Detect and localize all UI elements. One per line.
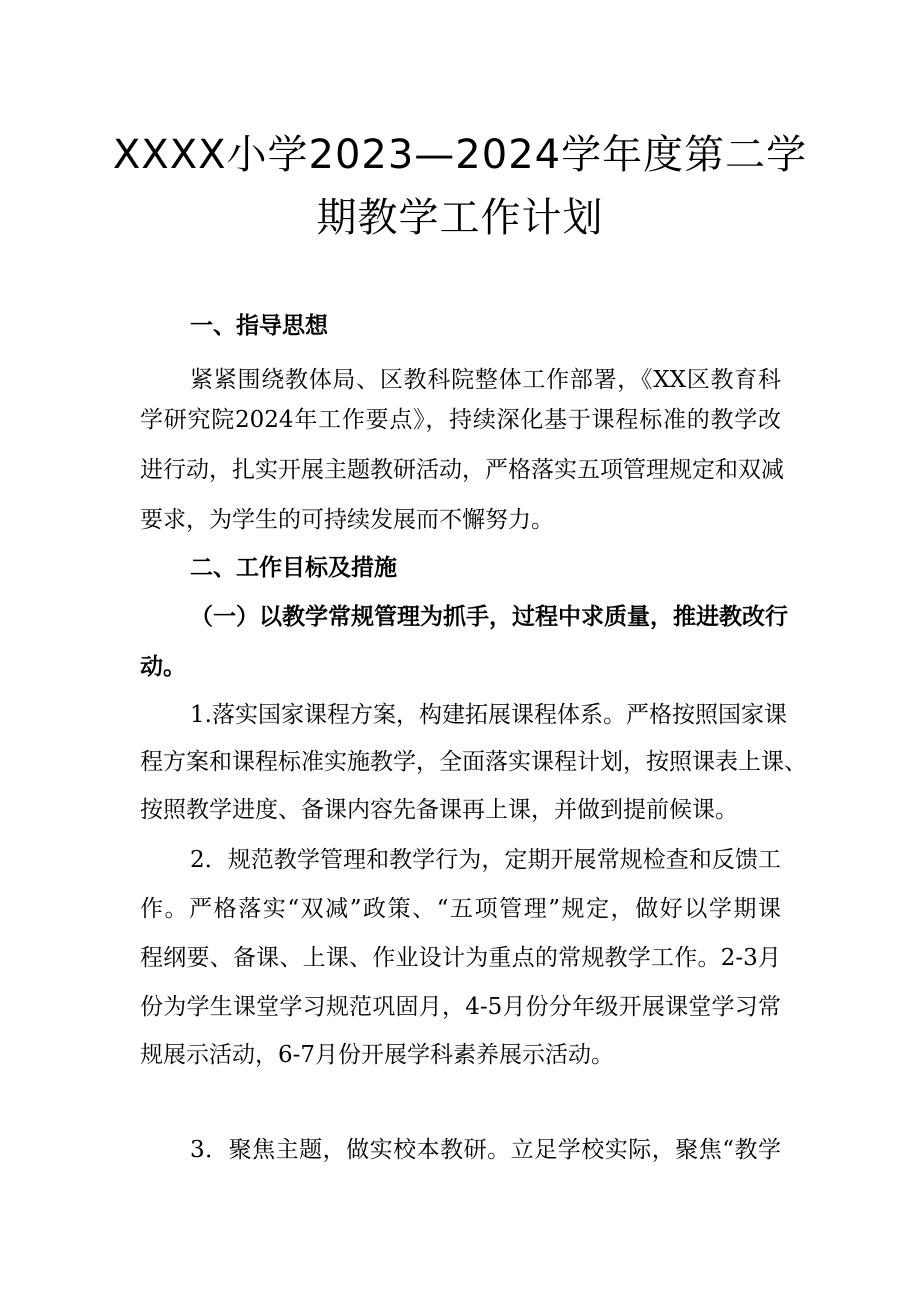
paragraph-line: 学研究院2024年工作要点》，持续深化基于课程标准的教学改 xyxy=(140,407,781,433)
paragraph-line: 作。严格落实“双减”政策、“五项管理”规定，做好以学期课 xyxy=(140,896,781,922)
paragraph-line: 规展示活动，6-7月份开展学科素养展示活动。 xyxy=(140,1042,615,1068)
section-heading-goals-measures: 二、工作目标及措施 xyxy=(190,555,397,581)
document-title-line-2: 期教学工作计划 xyxy=(316,195,604,241)
document-title-line-1: XXXX小学2023—2024学年度第二学 xyxy=(112,132,808,178)
paragraph-line: 3．聚焦主题，做实校本教研。立足学校实际，聚焦“教学 xyxy=(190,1137,781,1163)
paragraph-line: 要求，为学生的可持续发展而不懈努力。 xyxy=(140,507,554,533)
paragraph-line: 按照教学进度、备课内容先备课再上课，并做到提前候课。 xyxy=(140,797,738,823)
paragraph-line: 程方案和课程标准实施教学，全面落实课程计划，按照课表上课、 xyxy=(140,749,807,775)
paragraph-line: 程纲要、备课、上课、作业设计为重点的常规教学工作。2-3月 xyxy=(140,945,781,971)
section-heading-guiding-ideology: 一、指导思想 xyxy=(190,313,328,339)
paragraph-line: 2．规范教学管理和教学行为，定期开展常规检查和反馈工 xyxy=(190,847,781,873)
subsection-heading-line: 动。 xyxy=(140,654,186,680)
paragraph-line: 进行动，扎实开展主题教研活动，严格落实五项管理规定和双减 xyxy=(140,457,784,483)
subsection-heading-line: （一）以教学常规管理为抓手，过程中求质量，推进教改行 xyxy=(190,604,788,630)
paragraph-line: 1.落实国家课程方案，构建拓展课程体系。严格按照国家课 xyxy=(190,702,787,728)
paragraph-line: 份为学生课堂学习规范巩固月，4-5月份分年级开展课堂学习常 xyxy=(140,994,781,1020)
paragraph-line: 紧紧围绕教体局、区教科院整体工作部署，《XX区教育科 xyxy=(190,367,781,393)
